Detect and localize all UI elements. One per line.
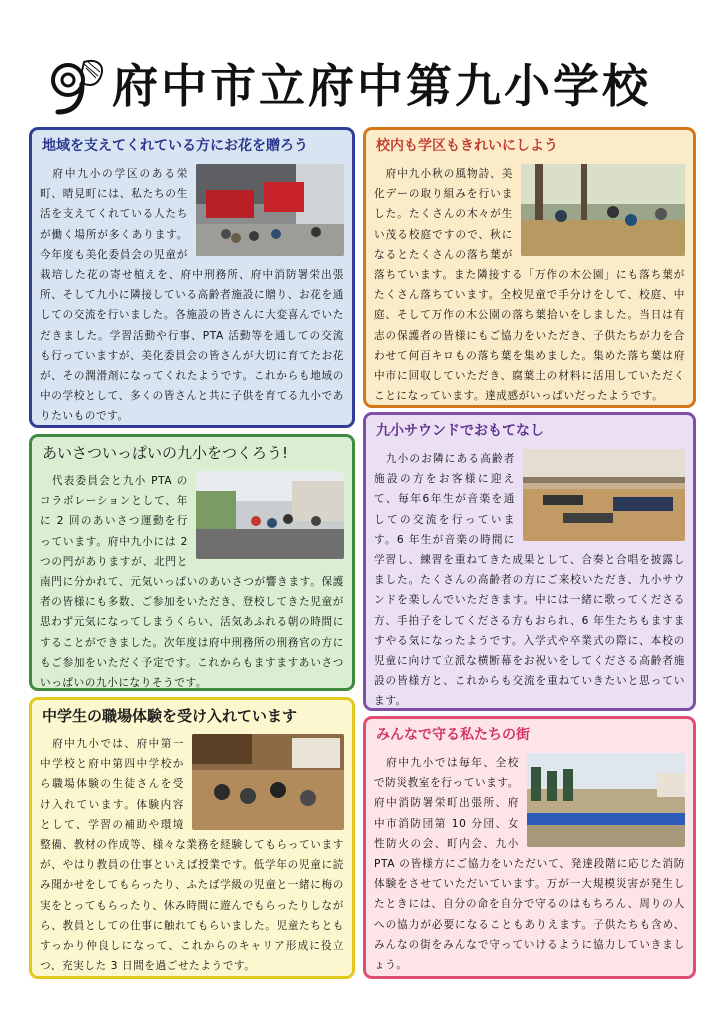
article-disaster-prevention xyxy=(363,716,696,979)
article-title: 地域を支えてくれている方にお花を贈ろう xyxy=(42,138,308,154)
article-body xyxy=(40,164,344,427)
article-title: あいさついっぱいの九小をつくろう! xyxy=(42,444,289,462)
article-body xyxy=(374,449,685,711)
article-greetings xyxy=(29,434,355,691)
article-body xyxy=(374,164,685,406)
disaster-drill-photo xyxy=(527,753,685,847)
article-text: 府中九小では毎年、全校で防災教室を行っています。府中消防署栄町出張所、府中市消防団第 10 分団、女性防火の会、町内会、九小 PTA の皆様方にご協力をいただいて、発達段階に応じた消防体験をさせていただいています。万が一大規模災害が発生したときには、自分の命を自分で守るのはもちろん、周りの人への協力が必要になることもありえます。子供たちも含め、みんなの街をみんなで守っていけるように協力していきましょう。 xyxy=(374,757,685,972)
article-work-experience xyxy=(29,697,355,979)
fire-station-photo xyxy=(196,164,344,256)
article-body xyxy=(374,753,685,975)
article-body xyxy=(40,734,344,976)
classroom-reading-photo xyxy=(192,734,344,830)
article-text: 府中九小秋の風物詩、美化デーの取り組みを行いました。たくさんの木々が生い茂る校庭ですので、秋になるとたくさんの落ち葉が落ちています。また隣接する「万作の木公園」にも落ち葉がたくさん落ちています。全校児童で手分けをして、校庭、中庭、そして万作の木公園の落ち葉拾いをしました。当日は有志の保護者の皆様にもご協力をいただき、子供たちが力を合わせて何百キロもの落ち葉を集めました。集めた落ち葉は府中市に回収していただき、腐葉土の材料に活用していただくことになっています。達成感がいっぱいだったようです。 xyxy=(374,168,685,403)
article-body xyxy=(40,471,344,691)
page-header xyxy=(40,56,690,118)
gym-concert-photo xyxy=(523,449,685,541)
article-text: 代表委員会と九小 PTA のコラボレーションとして、年に 2 回のあいさつ運動を行っています。府中九小には 2 つの門がありますが、北門と南門に分かれて、元気いっぱいのあいさつが響きます。保護者の皆様にも多数、ご参加をいただき、登校してきた児童が思わず元気になってしまうくらい、活気あふれる朝の時間にすることができました。次年度は府中刑務所の刑務官の方にもご参加をいただく予定です。これからもますますあいさついっぱいの九小になりそうです。 xyxy=(40,475,344,690)
article-text: 府中九小の学区のある栄町、晴見町には、私たちの生活を支えてくれている人たちが働く場所が多くあります。今年度も美化委員会の児童が栽培した花の寄せ植えを、府中刑務所、府中消防署栄出張所、そして九小に隣接している高齢者施設に贈り、お花を通しての交流を行いました。各施設の皆さんに大変喜んでいただきました。学習活動や行事、PTA 活動等を通しての交流も行っていますが、美化委員会の皆さんが大切に育てたお花が、その潤滑剤になってくれたようです。これからも地域の中の学校として、多くの皆さんと共に子供を育てる九小でありたいものです。 xyxy=(40,168,344,423)
school-name-title: 府中市立府中第九小学校 xyxy=(112,59,651,113)
article-text: 九小のお隣にある高齢者施設の方をお客様に迎えて、毎年6年生が音楽を通しての交流を行っています。6 年生が音楽の時間に学習し、練習を重ねてきた成果として、合奏と合唱を披露しました。たくさんの高齢者の方にご来校いただき、九小サウンドを楽しんでいただきます。中には一緒に歌ってくださる方、手拍子をしてくださる方もおられ、6 年生たちもますますやる気になったようです。入学式や卒業式の際に、本校の児童に向けて立派な横断幕をお祝いをしてくださる高齢者施設の皆様方と、これからも交流を重ねていきたいと思っています。 xyxy=(374,453,685,708)
article-title: 校内も学区もきれいにしよう xyxy=(376,138,558,154)
article-flower-gift xyxy=(29,127,355,428)
article-music-welcome xyxy=(363,412,696,711)
article-title: みんなで守る私たちの街 xyxy=(376,727,530,743)
greeting-gate-photo xyxy=(196,471,344,559)
number-9-leaf-logo-icon xyxy=(40,56,110,118)
article-text: 府中九小では、府中第一中学校と府中第四中学校から職場体験の生徒さんを受け入れています。体験内容として、学習の補助や環境整備、教材の作成等、様々な業務を経験してもらっていますが、やはり教員の仕事といえば授業です。低学年の児童に読み聞かせをしてもらったり、ふたば学級の児童と一緒に梅の実をとってもらったり、休み時間に遊んでもらったりしながら、教員としての仕事に触れてもらいました。児童たちともすっかり仲良しになって、これからのキャリア形成に役立つ、充実した 3 日間を過ごせたようです。 xyxy=(40,738,344,973)
article-title: 九小サウンドでおもてなし xyxy=(376,423,544,439)
article-title: 中学生の職場体験を受け入れています xyxy=(42,707,298,725)
fallen-leaves-photo xyxy=(521,164,685,256)
article-clean-school xyxy=(363,127,696,408)
